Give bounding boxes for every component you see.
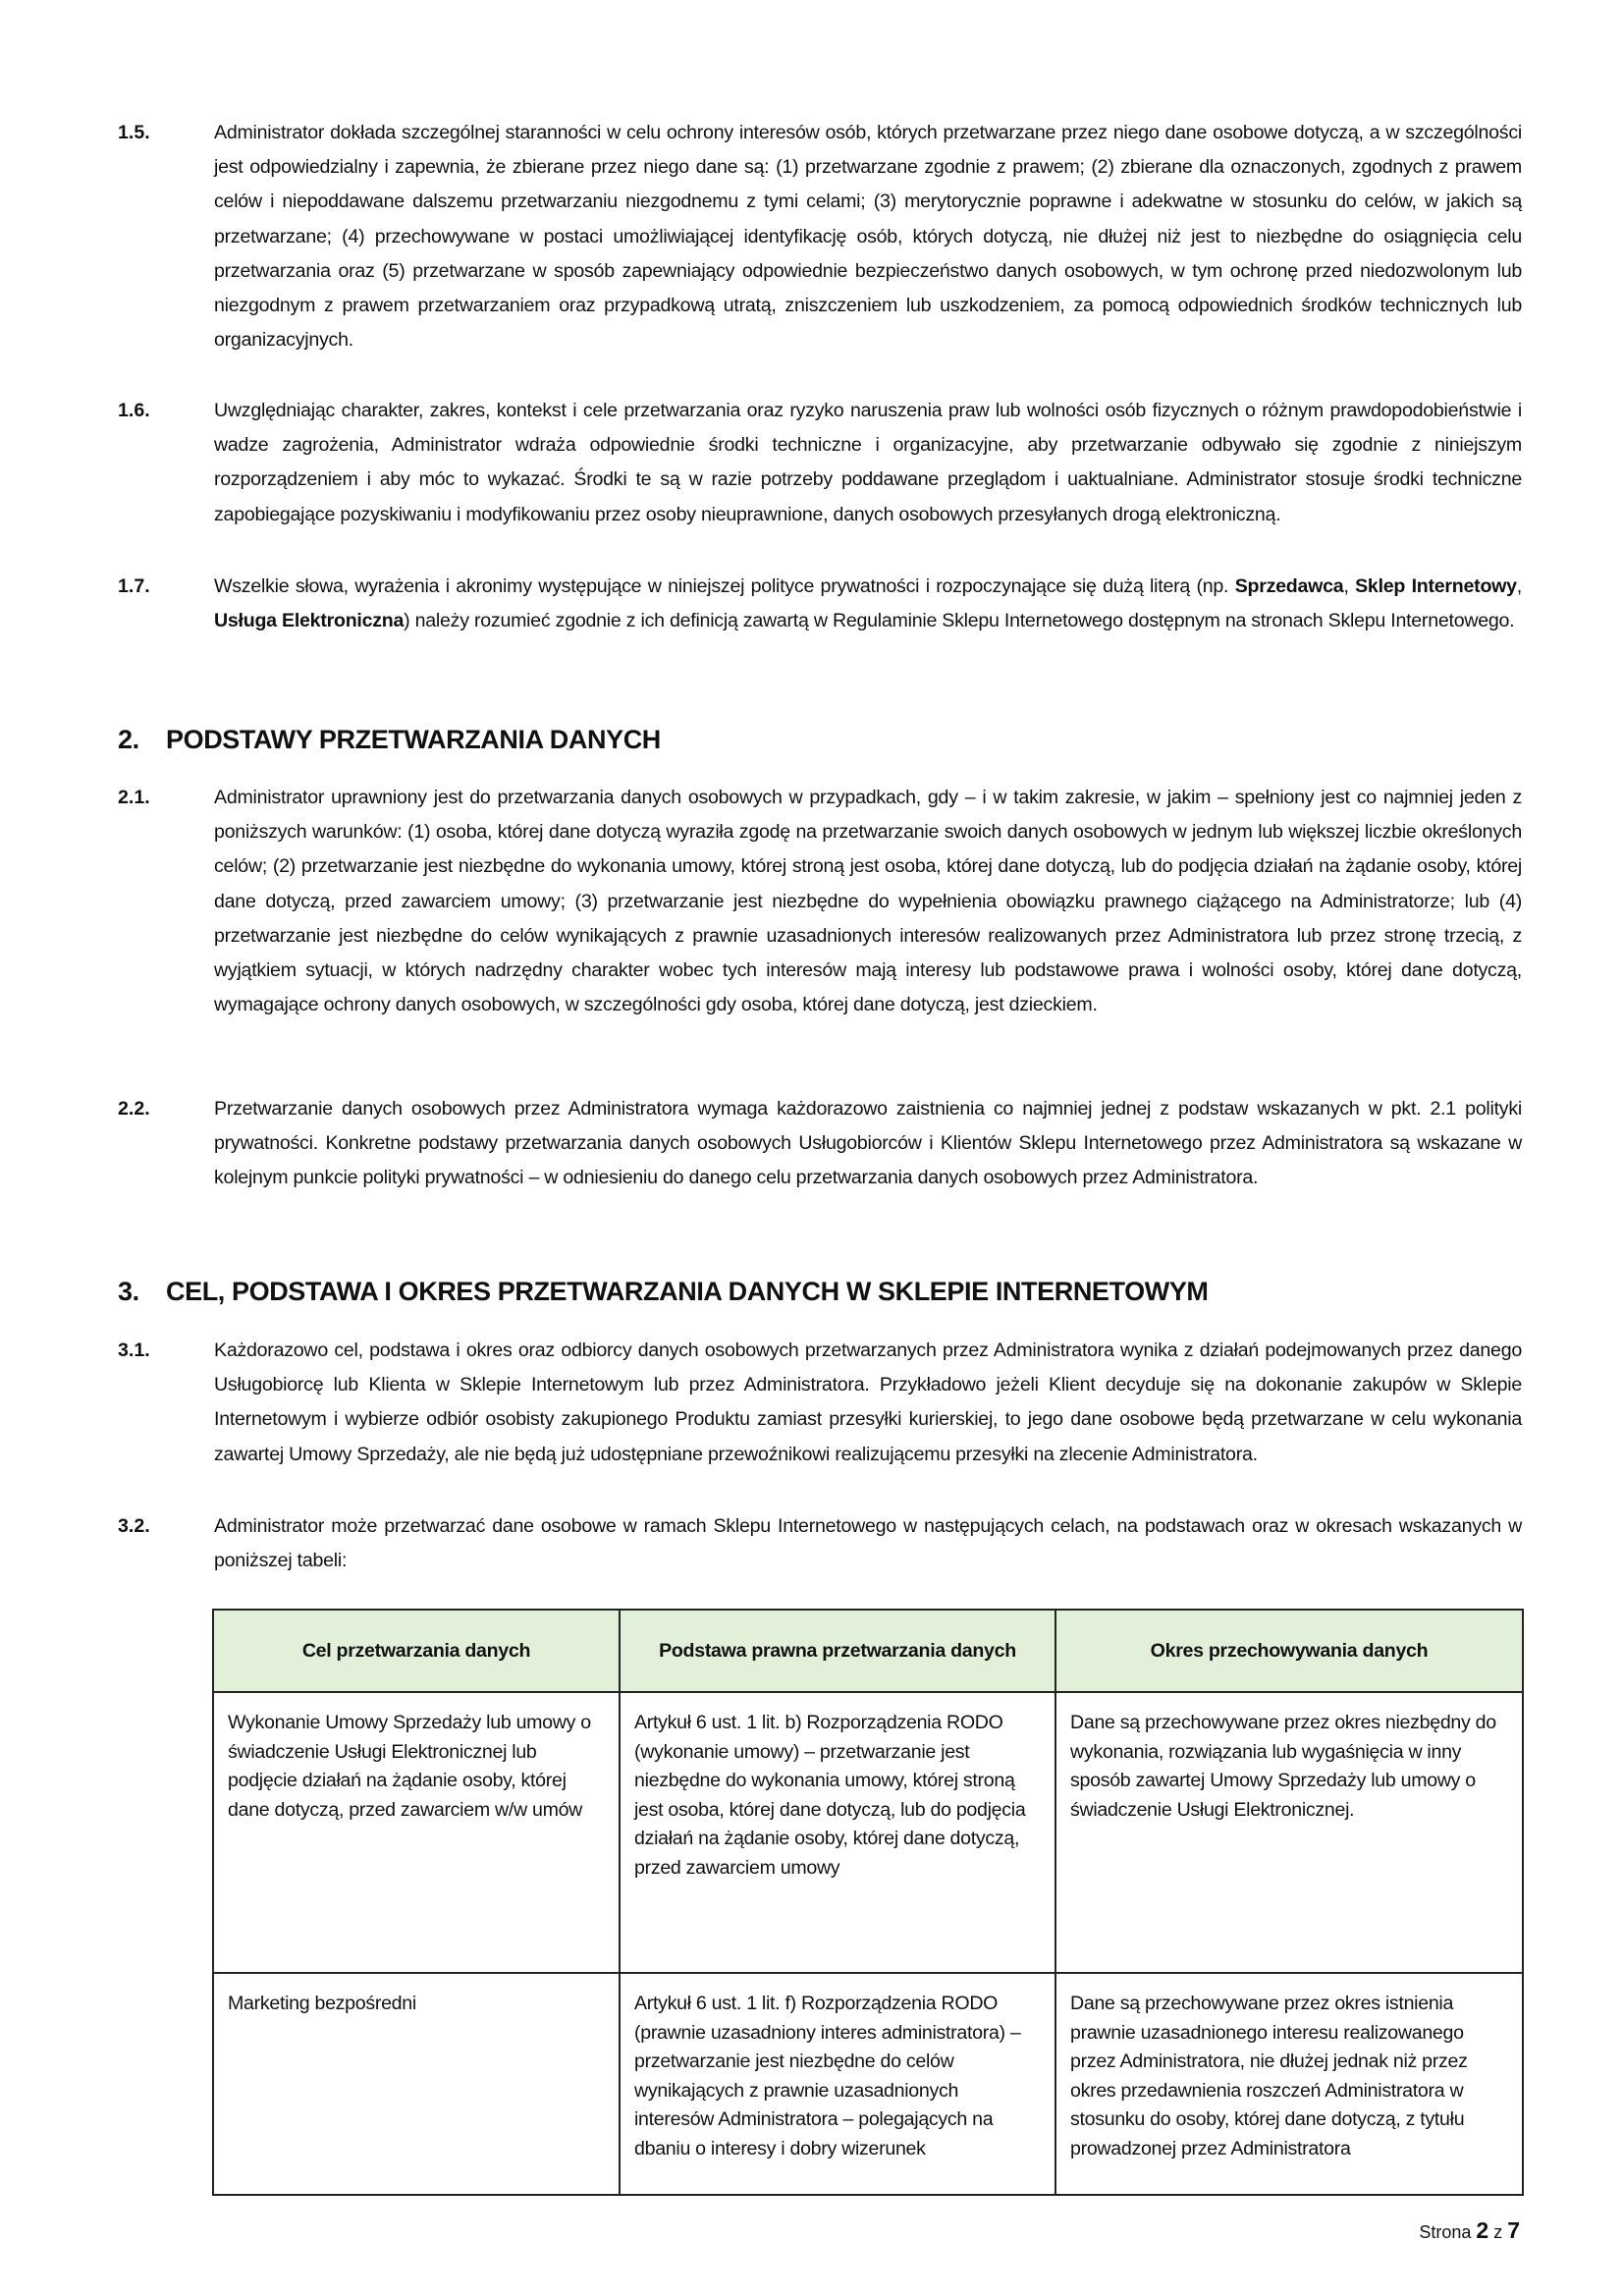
- header-legal-basis: Podstawa prawna przetwarzania danych: [620, 1610, 1055, 1692]
- clause-text: Przetwarzanie danych osobowych przez Administratora wymaga każdorazowo zaistnienia co najmniej jednej z podstaw wskazanych w pkt. 2.1 polityki prywatności. Konkretne podstawy przetwarzania danych osobowych Usługobiorców i Klientów Sklepu Internetowego przez Administratora są wskazane w kolejnym punkcie polityki prywatności – w odniesieniu do danego celu przetwarzania danych osobowych przez Administratora.: [214, 1098, 1522, 1189]
- page-label: Strona: [1419, 2222, 1472, 2242]
- clause-2-1: [118, 781, 1522, 1022]
- clause-number: 2.2.: [118, 1098, 150, 1120]
- clause-text: Administrator dokłada szczególnej staranności w celu ochrony interesów osób, których przetwarzane przez niego dane osobowe dotyczą, a w szczególności jest odpowiedzialny i zapewnia, że zbierane przez niego dane są: (1) przetwarzane zgodnie z prawem; (2) zbierane dla oznaczonych, zgodnych z prawem celów i niepoddawane dalszemu przetwarzaniu niezgodnemu z tymi celami; (3) merytorycznie poprawne i adekwatne w stosunku do celów, w jakich są przetwarzane; (4) przechowywane w postaci umożliwiającej identyfikację osób, których dotyczą, nie dłużej niż jest to niezbędne do osiągnięcia celu przetwarzania oraz (5) przetwarzane w sposób zapewniający odpowiednie bezpieczeństwo danych osobowych, w tym ochronę przed niedozwolonym lub niezgodnym z prawem przetwarzaniem oraz przypadkową utratą, zniszczeniem lub uszkodzeniem, za pomocą odpowiednich środków technicznych lub organizacyjnych.: [214, 122, 1522, 352]
- clause-1-6: [118, 394, 1522, 532]
- clause-number: 2.1.: [118, 787, 150, 808]
- header-retention-period: Okres przechowywania danych: [1055, 1610, 1523, 1692]
- section-heading-2: [118, 723, 661, 756]
- clause-text: [214, 570, 1522, 638]
- clause-text-part: Wszelkie słowa, wyrażenia i akronimy występujące w niniejszej polityce prywatności i rozpoczynające się dużą literą (np.: [214, 575, 1235, 597]
- clause-number: 3.2.: [118, 1515, 150, 1537]
- cell-purpose: Marketing bezpośredni: [213, 1973, 620, 2195]
- clause-3-2: [118, 1509, 1522, 1578]
- cell-retention-period: Dane są przechowywane przez okres istnienia prawnie uzasadnionego interesu realizowanego przez Administratora, nie dłużej jednak niż przez okres przedawnienia roszczeń Administratora w stosunku do osoby, której dane dotyczą, z tytułu prowadzonej przez Administratora: [1055, 1973, 1523, 2195]
- section-heading-3: [118, 1275, 1209, 1308]
- section-title: CEL, PODSTAWA I OKRES PRZETWARZANIA DANYCH W SKLEPIE INTERNETOWYM: [166, 1277, 1209, 1306]
- clause-number: 3.1.: [118, 1339, 150, 1361]
- clause-2-2: [118, 1092, 1522, 1196]
- clause-3-1: [118, 1334, 1522, 1472]
- clause-text: Uwzględniając charakter, zakres, kontekst i cele przetwarzania oraz ryzyko naruszenia praw lub wolności osób fizycznych o różnym prawdopodobieństwie i wadze zagrożenia, Administrator wdraża odpowiednie środki techniczne i organizacyjne, aby przetwarzanie odbywało się zgodnie z niniejszym rozporządzeniem i aby móc to wykazać. Środki te są w razie potrzeby poddawane przeglądom i uaktualniane. Administrator stosuje środki techniczne zapobiegające pozyskiwaniu i modyfikowaniu przez osoby nieuprawnione, danych osobowych przesyłanych drogą elektroniczną.: [214, 400, 1522, 525]
- processing-purposes-table: [212, 1609, 1524, 2196]
- section-title: PODSTAWY PRZETWARZANIA DANYCH: [166, 725, 661, 754]
- clause-number: 1.7.: [118, 575, 150, 597]
- cell-retention-period: Dane są przechowywane przez okres niezbędny do wykonania, rozwiązania lub wygaśnięcia w inny sposób zawartej Umowy Sprzedaży lub umowy o świadczenie Usługi Elektronicznej.: [1055, 1692, 1523, 1973]
- clause-number: 1.5.: [118, 122, 150, 143]
- section-number: 3.: [118, 1277, 139, 1306]
- header-purpose: Cel przetwarzania danych: [213, 1610, 620, 1692]
- table-header-row: [213, 1610, 1523, 1692]
- table-row: [213, 1692, 1523, 1973]
- clause-1-7: [118, 570, 1522, 638]
- page-separator: z: [1493, 2222, 1503, 2242]
- clause-text-part: ) należy rozumieć zgodnie z ich definicją zawartą w Regulaminie Sklepu Internetowego dostępnym na stronach Sklepu Internetowego.: [404, 610, 1515, 632]
- defined-term-usluga-elektroniczna: Usługa Elektroniczna: [214, 610, 405, 632]
- clause-text: Administrator może przetwarzać dane osobowe w ramach Sklepu Internetowego w następujących celach, na podstawach oraz w okresach wskazanych w poniższej tabeli:: [214, 1515, 1522, 1572]
- current-page: 2: [1476, 2217, 1489, 2243]
- total-pages: 7: [1507, 2217, 1520, 2243]
- defined-term-sprzedawca: Sprzedawca: [1234, 575, 1344, 597]
- clause-number: 1.6.: [118, 400, 150, 421]
- cell-legal-basis: Artykuł 6 ust. 1 lit. b) Rozporządzenia RODO (wykonanie umowy) – przetwarzanie jest niezbędne do wykonania umowy, której stroną jest osoba, której dane dotyczą, lub do podjęcia działań na żądanie osoby, której dane dotyczą, przed zawarciem umowy: [620, 1692, 1055, 1973]
- section-number: 2.: [118, 725, 139, 754]
- clause-text: Każdorazowo cel, podstawa i okres oraz odbiorcy danych osobowych przetwarzanych przez Administratora wynika z działań podejmowanych przez danego Usługobiorcę lub Klienta w Sklepie Internetowym lub przez Administratora. Przykładowo jeżeli Klient decyduje się na dokonanie zakupów w Sklepie Internetowym i wybierze odbiór osobisty zakupionego Produktu zamiast przesyłki kurierskiej, to jego dane osobowe będą przetwarzane w celu wykonania zawartej Umowy Sprzedaży, ale nie będą już udostępniane przewoźnikowi realizującemu przesyłki na zlecenie Administratora.: [214, 1339, 1522, 1465]
- separator: ,: [1516, 575, 1522, 597]
- cell-legal-basis: Artykuł 6 ust. 1 lit. f) Rozporządzenia RODO (prawnie uzasadniony interes administratora) – przetwarzanie jest niezbędne do celów wynikających z prawnie uzasadnionych interesów Administratora – polegających na dbaniu o interesy i dobry wizerunek: [620, 1973, 1055, 2195]
- page-number-footer: [1276, 2217, 1520, 2244]
- table-row: [213, 1973, 1523, 2195]
- cell-purpose: Wykonanie Umowy Sprzedaży lub umowy o świadczenie Usługi Elektronicznej lub podjęcie działań na żądanie osoby, której dane dotyczą, przed zawarciem w/w umów: [213, 1692, 620, 1973]
- clause-1-5: [118, 116, 1522, 357]
- defined-term-sklep-internetowy: Sklep Internetowy: [1355, 575, 1517, 597]
- clause-text: Administrator uprawniony jest do przetwarzania danych osobowych w przypadkach, gdy – i w takim zakresie, w jakim – spełniony jest co najmniej jeden z poniższych warunków: (1) osoba, której dane dotyczą wyraziła zgodę na przetwarzanie swoich danych osobowych w jednym lub większej liczbie określonych celów; (2) przetwarzanie jest niezbędne do wykonania umowy, której stroną jest osoba, której dane dotyczą, lub do podjęcia działań na żądanie osoby, której dane dotyczą, przed zawarciem umowy; (3) przetwarzanie jest niezbędne do wypełnienia obowiązku prawnego ciążącego na Administratorze; lub (4) przetwarzanie jest niezbędne do celów wynikających z prawnie uzasadnionych interesów realizowanych przez Administratora lub przez stronę trzecią, z wyjątkiem sytuacji, w których nadrzędny charakter wobec tych interesów mają interesy lub podstawowe prawa i wolności osoby, której dane dotyczą, wymagające ochrony danych osobowych, w szczególności gdy osoba, której dane dotyczą, jest dzieckiem.: [214, 787, 1522, 1016]
- separator: ,: [1343, 575, 1356, 597]
